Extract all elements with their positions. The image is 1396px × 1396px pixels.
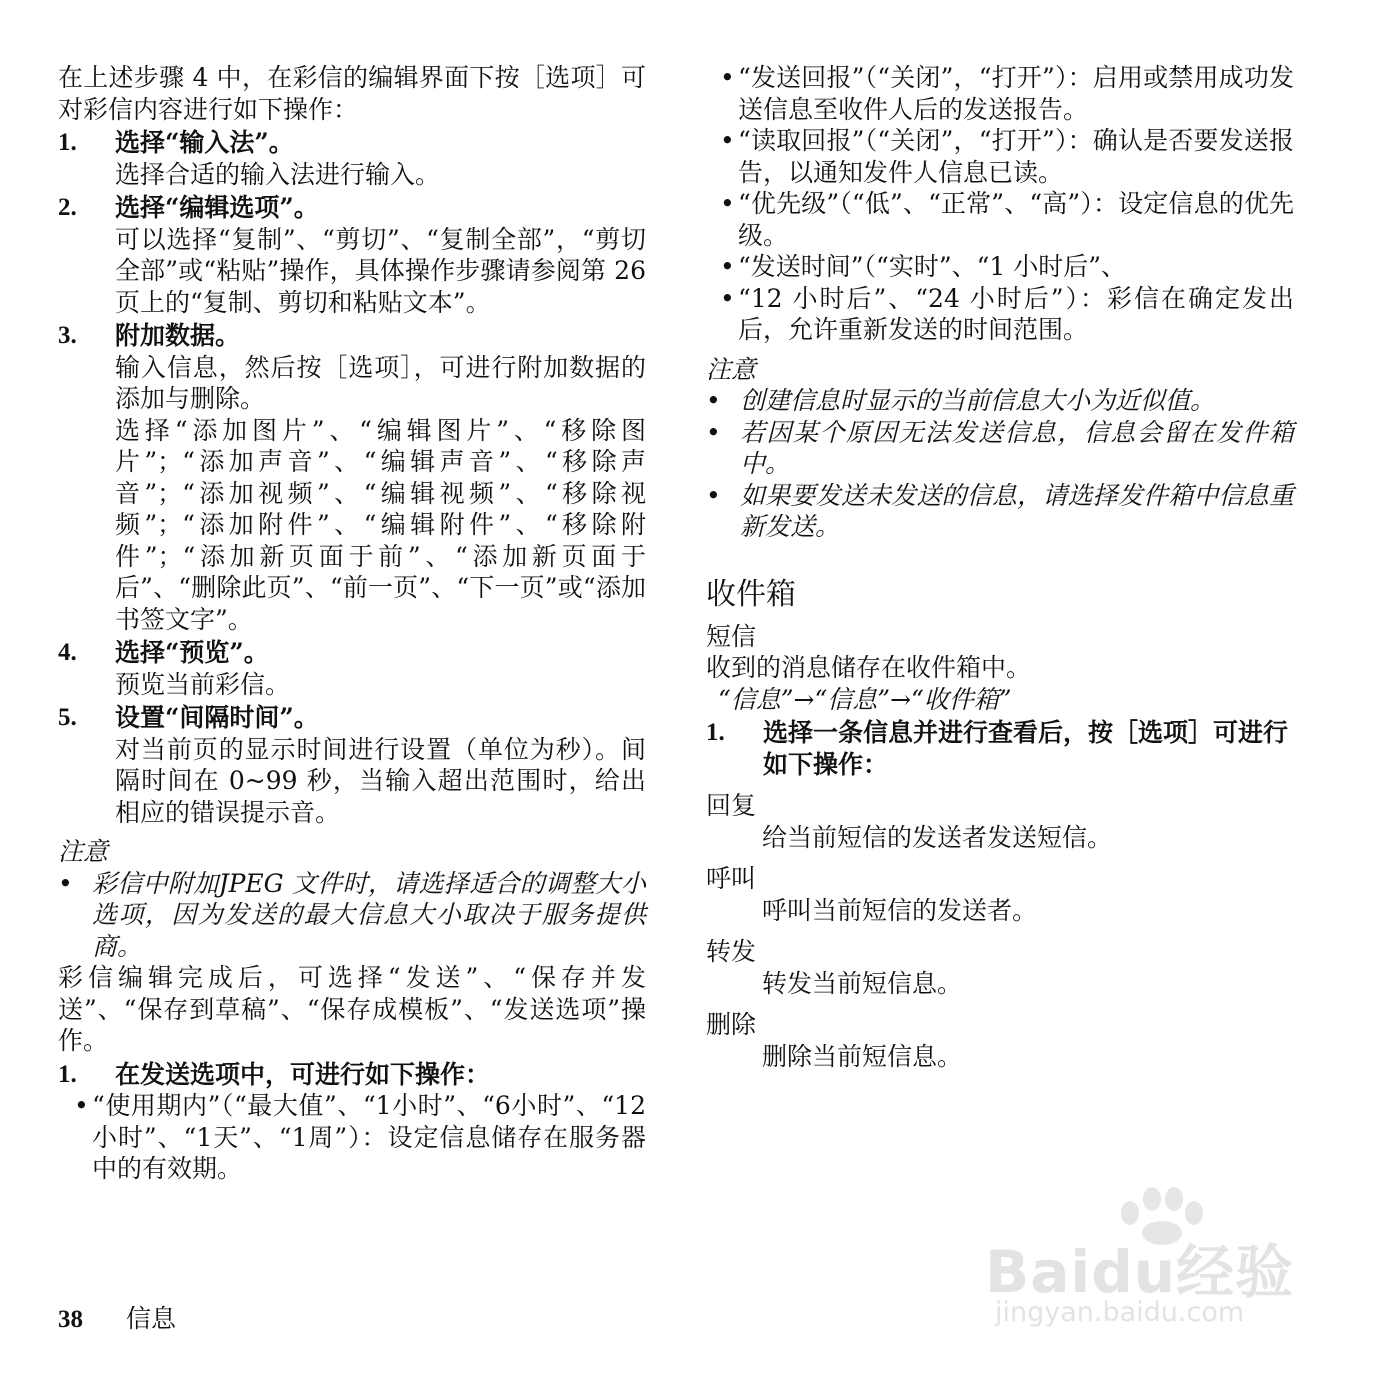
watermark-logo: Baidu经验 xyxy=(985,1238,1295,1306)
bullet-text: “发送时间”（“实时”、“1 小时后”、 xyxy=(738,252,1127,281)
step-number: 2. xyxy=(58,194,77,221)
step-number: 1. xyxy=(706,719,725,746)
step-number: 4. xyxy=(58,639,77,666)
option-heading-forward: 转发 xyxy=(706,937,757,966)
bullet-text: “优先级”（“低”、“正常”、“高”）：设定信息的优先级。 xyxy=(738,189,1294,250)
note-text: 创建信息时显示的当前信息大小为近似值。 xyxy=(740,386,1216,415)
step-heading: 选择“编辑选项”。 xyxy=(115,193,319,222)
note-text: 如果要发送未发送的信息，请选择发件箱中信息重新发送。 xyxy=(740,480,1294,541)
note-title: 注意 xyxy=(706,354,757,384)
bullet-icon: • xyxy=(720,63,735,92)
note-title: 注意 xyxy=(58,837,109,866)
note-item xyxy=(58,868,646,963)
step-text: 可以选择“复制”、“剪切”、“复制全部”，“剪切全部”或“粘贴”操作，具体操作步骤请参阅第 26 页上的“复制、剪切和粘贴文本”。 xyxy=(115,224,646,317)
bullet-icon: • xyxy=(720,252,735,281)
step-1 xyxy=(58,127,646,190)
section-title: 收件箱 xyxy=(706,576,796,612)
right-column xyxy=(706,62,1294,1072)
bullet-icon: • xyxy=(720,283,735,313)
bullet-icon: • xyxy=(74,1091,89,1120)
option-heading-reply: 回复 xyxy=(706,791,757,820)
step-text: 选择合适的输入法进行输入。 xyxy=(115,159,441,189)
page-number: 38 xyxy=(58,1306,83,1333)
left-column xyxy=(58,62,646,1185)
step-text: 对当前页的显示时间进行设置（单位为秒）。间隔时间在 0~99 秒，当输入超出范围时，给出相应的错误提示音。 xyxy=(115,734,646,827)
bullet-icon: • xyxy=(706,417,721,447)
bullet-icon: • xyxy=(706,386,721,415)
step-3 xyxy=(58,320,646,635)
step-heading: 选择“预览”。 xyxy=(115,638,269,667)
intro-text: 在上述步骤 4 中，在彩信的编辑界面下按［选项］可对彩信内容进行如下操作： xyxy=(58,63,646,124)
inbox-step xyxy=(706,717,1294,780)
bullet-icon: • xyxy=(720,126,735,155)
subsection-title: 短信 xyxy=(706,621,757,651)
option-text-delete: 删除当前短信息。 xyxy=(762,1041,963,1071)
menu-path: “信息”→“信息”→“收件箱” xyxy=(718,684,1012,714)
step-heading: 设置“间隔时间”。 xyxy=(115,703,319,732)
note-item xyxy=(706,385,1294,417)
send-option-bullet xyxy=(706,62,1294,125)
bullet-icon: • xyxy=(58,868,73,898)
step-text: 选择“添加图片”、“编辑图片”、“移除图片”；“添加声音”、“编辑声音”、“移除声音”；“添加视频”、“编辑视频”、“移除视频”；“添加附件”、“编辑附件”、“移除附件”；“添加新页面于前”、“添加新页面于后”、“删除此页”、“前一页”、“下一页”或“添加书签文字”。 xyxy=(115,415,646,634)
step-text: 输入信息，然后按［选项］，可进行附加数据的添加与删除。 xyxy=(115,352,646,413)
step-heading: 选择一条信息并进行查看后，按［选项］可进行如下操作： xyxy=(763,718,1289,779)
send-step xyxy=(58,1059,646,1091)
page-footer xyxy=(58,1303,176,1336)
note-item xyxy=(706,480,1294,543)
send-option-bullet xyxy=(58,1090,646,1185)
bullet-text: “发送回报”（“关闭”，“打开”）：启用或禁用成功发送信息至收件人后的发送报告。 xyxy=(738,63,1294,124)
step-5 xyxy=(58,702,646,828)
send-option-bullet xyxy=(706,125,1294,188)
step-4 xyxy=(58,637,646,700)
option-heading-delete: 删除 xyxy=(706,1010,757,1039)
watermark-url: jingyan.baidu.com xyxy=(995,1297,1245,1328)
step-number: 3. xyxy=(58,322,77,349)
step-heading: 附加数据。 xyxy=(115,321,241,350)
after-note-text: 彩信编辑完成后，可选择“发送”、“保存并发送”、“保存到草稿”、“保存成模板”、“发送选项”操作。 xyxy=(58,963,646,1055)
send-option-bullet xyxy=(706,188,1294,251)
bullet-icon: • xyxy=(720,189,735,218)
step-2 xyxy=(58,192,646,318)
note-text: 若因某个原因无法发送信息，信息会留在发件箱中。 xyxy=(740,417,1294,478)
step-heading: 选择“输入法”。 xyxy=(115,128,294,157)
send-option-bullet xyxy=(706,251,1294,283)
step-number: 5. xyxy=(58,704,77,731)
step-text: 预览当前彩信。 xyxy=(115,669,291,699)
option-heading-call: 呼叫 xyxy=(706,864,757,893)
watermark xyxy=(985,1185,1315,1345)
bullet-text: “读取回报”（“关闭”，“打开”）：确认是否要发送报告，以通知发件人信息已读。 xyxy=(738,126,1294,187)
step-heading: 在发送选项中，可进行如下操作： xyxy=(115,1059,491,1089)
option-text-reply: 给当前短信的发送者发送短信。 xyxy=(762,822,1113,852)
bullet-text: “12 小时后”、“24 小时后”）：彩信在确定发出后，允许重新发送的时间范围。 xyxy=(738,283,1294,344)
option-text-forward: 转发当前短信息。 xyxy=(762,968,963,998)
step-number: 1. xyxy=(58,1060,77,1088)
note-text: 彩信中附加JPEG 文件时，请选择适合的调整大小选项，因为发送的最大信息大小取决于服务提供商。 xyxy=(92,868,646,961)
option-text-call: 呼叫当前短信的发送者。 xyxy=(762,895,1038,925)
step-number: 1. xyxy=(58,129,77,156)
bullet-text: “使用期内”（“最大值”、“1小时”、“6小时”、“12小时”、“1天”、“1周”）：设定信息储存在服务器中的有效期。 xyxy=(92,1091,646,1183)
subsection-text: 收到的消息储存在收件箱中。 xyxy=(706,653,1032,682)
send-option-bullet xyxy=(706,283,1294,346)
footer-section: 信息 xyxy=(126,1304,177,1333)
note-item xyxy=(706,417,1294,480)
bullet-icon: • xyxy=(706,480,721,510)
